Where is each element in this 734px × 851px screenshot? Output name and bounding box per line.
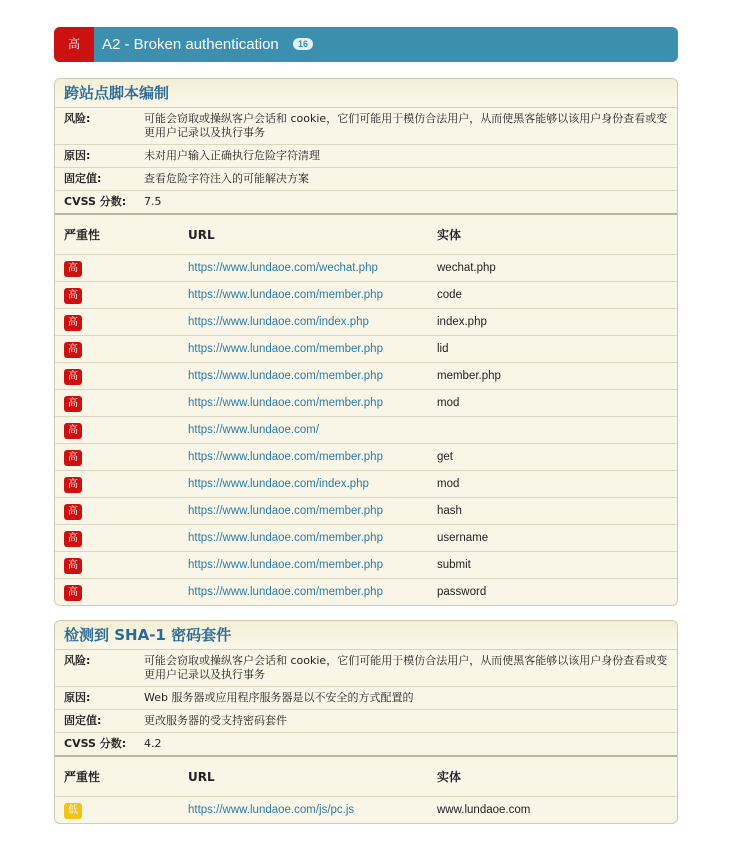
cvss-label: CVSS 分数: bbox=[64, 195, 127, 208]
severity-cell bbox=[55, 802, 188, 818]
table-row[interactable] bbox=[55, 444, 677, 471]
severity-cell bbox=[55, 395, 188, 411]
col-url-header: URL bbox=[188, 227, 215, 242]
entity-cell: wechat.php bbox=[437, 262, 496, 274]
risk-row bbox=[55, 108, 677, 145]
url-link[interactable]: https://www.lundaoe.com/index.php bbox=[188, 478, 369, 490]
severity-cell bbox=[55, 341, 188, 357]
table-row[interactable] bbox=[55, 552, 677, 579]
table-row[interactable] bbox=[55, 525, 677, 552]
severity-badge: 低 bbox=[64, 803, 82, 819]
severity-cell bbox=[55, 314, 188, 330]
entity-cell: mod bbox=[437, 478, 460, 490]
risk-value: 可能会窃取或操纵客户会话和 cookie，它们可能用于模仿合法用户，从而使黑客能够以该用户身份查看或变更用户记录以及执行事务 bbox=[144, 654, 668, 681]
vuln-panel-sha1 bbox=[54, 620, 678, 824]
table-row[interactable] bbox=[55, 471, 677, 498]
table-row[interactable] bbox=[55, 579, 677, 605]
category-title bbox=[102, 27, 313, 62]
vuln-title: 检测到 SHA-1 密码套件 bbox=[55, 621, 677, 650]
table-row[interactable] bbox=[55, 309, 677, 336]
table-row[interactable] bbox=[55, 390, 677, 417]
entity-cell: member.php bbox=[437, 370, 501, 382]
table-row[interactable] bbox=[55, 336, 677, 363]
severity-cell bbox=[55, 476, 188, 492]
fix-value: 更改服务器的受支持密码套件 bbox=[144, 714, 287, 727]
severity-cell bbox=[55, 584, 188, 600]
table-row[interactable] bbox=[55, 363, 677, 390]
severity-badge: 高 bbox=[64, 369, 82, 385]
cvss-row bbox=[55, 733, 677, 757]
cvss-row bbox=[55, 191, 677, 215]
cvss-value: 4.2 bbox=[144, 737, 162, 750]
risk-value: 可能会窃取或操纵客户会话和 cookie，它们可能用于模仿合法用户，从而使黑客能够以该用户身份查看或变更用户记录以及执行事务 bbox=[144, 112, 668, 139]
severity-badge: 高 bbox=[64, 288, 82, 304]
issue-table-body bbox=[55, 255, 677, 605]
entity-cell: lid bbox=[437, 343, 449, 355]
severity-badge: 高 bbox=[64, 585, 82, 601]
cause-value: Web 服务器或应用程序服务器是以不安全的方式配置的 bbox=[144, 691, 414, 704]
url-link[interactable]: https://www.lundaoe.com/member.php bbox=[188, 343, 383, 355]
severity-cell bbox=[55, 287, 188, 303]
col-severity-header: 严重性 bbox=[64, 228, 101, 242]
url-link[interactable]: https://www.lundaoe.com/member.php bbox=[188, 451, 383, 463]
url-link[interactable]: https://www.lundaoe.com/ bbox=[188, 424, 320, 436]
cause-row bbox=[55, 145, 677, 168]
entity-cell: password bbox=[437, 586, 487, 598]
url-link[interactable]: https://www.lundaoe.com/member.php bbox=[188, 289, 383, 301]
url-link[interactable]: https://www.lundaoe.com/member.php bbox=[188, 505, 383, 517]
col-severity-header: 严重性 bbox=[64, 770, 101, 784]
severity-badge: 高 bbox=[64, 315, 82, 331]
entity-cell: submit bbox=[437, 559, 471, 571]
severity-badge: 高 bbox=[64, 558, 82, 574]
entity-cell: code bbox=[437, 289, 462, 301]
risk-row bbox=[55, 650, 677, 687]
cause-value: 未对用户输入正确执行危险字符清理 bbox=[144, 149, 320, 162]
col-url-header: URL bbox=[188, 769, 215, 784]
fix-row bbox=[55, 710, 677, 733]
table-row[interactable] bbox=[55, 282, 677, 309]
category-title-text: A2 - Broken authentication bbox=[102, 36, 279, 53]
cause-label: 原因: bbox=[64, 691, 91, 704]
col-entity-header: 实体 bbox=[437, 228, 462, 242]
fix-value: 查看危险字符注入的可能解决方案 bbox=[144, 172, 309, 185]
issue-table-body bbox=[55, 797, 677, 823]
vuln-title: 跨站点脚本编制 bbox=[55, 79, 677, 108]
category-count-badge: 16 bbox=[293, 38, 313, 50]
fix-label: 固定值: bbox=[64, 714, 102, 727]
url-link[interactable]: https://www.lundaoe.com/member.php bbox=[188, 370, 383, 382]
category-severity-badge: 高 bbox=[54, 27, 94, 62]
entity-cell: username bbox=[437, 532, 489, 544]
table-header bbox=[55, 757, 677, 797]
severity-badge: 高 bbox=[64, 504, 82, 520]
severity-cell bbox=[55, 449, 188, 465]
entity-cell: index.php bbox=[437, 316, 487, 328]
severity-cell bbox=[55, 530, 188, 546]
table-row[interactable] bbox=[55, 498, 677, 525]
fix-row bbox=[55, 168, 677, 191]
severity-badge: 高 bbox=[64, 396, 82, 412]
table-header bbox=[55, 215, 677, 255]
severity-cell bbox=[55, 368, 188, 384]
cause-label: 原因: bbox=[64, 149, 91, 162]
severity-cell bbox=[55, 503, 188, 519]
url-link[interactable]: https://www.lundaoe.com/member.php bbox=[188, 532, 383, 544]
table-row[interactable] bbox=[55, 797, 677, 823]
entity-cell: get bbox=[437, 451, 453, 463]
cvss-value: 7.5 bbox=[144, 195, 162, 208]
url-link[interactable]: https://www.lundaoe.com/index.php bbox=[188, 316, 369, 328]
risk-label: 风险: bbox=[64, 654, 91, 667]
category-header[interactable] bbox=[54, 27, 678, 62]
table-row[interactable] bbox=[55, 255, 677, 282]
url-link[interactable]: https://www.lundaoe.com/member.php bbox=[188, 586, 383, 598]
url-link[interactable]: https://www.lundaoe.com/js/pc.js bbox=[188, 804, 355, 816]
url-link[interactable]: https://www.lundaoe.com/member.php bbox=[188, 559, 383, 571]
severity-badge: 高 bbox=[64, 531, 82, 547]
cvss-label: CVSS 分数: bbox=[64, 737, 127, 750]
entity-cell: mod bbox=[437, 397, 460, 409]
severity-badge: 高 bbox=[64, 423, 82, 439]
severity-badge: 高 bbox=[64, 342, 82, 358]
severity-cell bbox=[55, 422, 188, 438]
vuln-panel-xss bbox=[54, 78, 678, 606]
url-link[interactable]: https://www.lundaoe.com/wechat.php bbox=[188, 262, 378, 274]
table-row[interactable] bbox=[55, 417, 677, 444]
severity-badge: 高 bbox=[64, 450, 82, 466]
severity-cell bbox=[55, 557, 188, 573]
severity-cell bbox=[55, 260, 188, 276]
fix-label: 固定值: bbox=[64, 172, 102, 185]
risk-label: 风险: bbox=[64, 112, 91, 125]
cause-row bbox=[55, 687, 677, 710]
severity-badge: 高 bbox=[64, 261, 82, 277]
col-entity-header: 实体 bbox=[437, 770, 462, 784]
severity-badge: 高 bbox=[64, 477, 82, 493]
entity-cell: hash bbox=[437, 505, 462, 517]
url-link[interactable]: https://www.lundaoe.com/member.php bbox=[188, 397, 383, 409]
entity-cell: www.lundaoe.com bbox=[437, 804, 531, 816]
